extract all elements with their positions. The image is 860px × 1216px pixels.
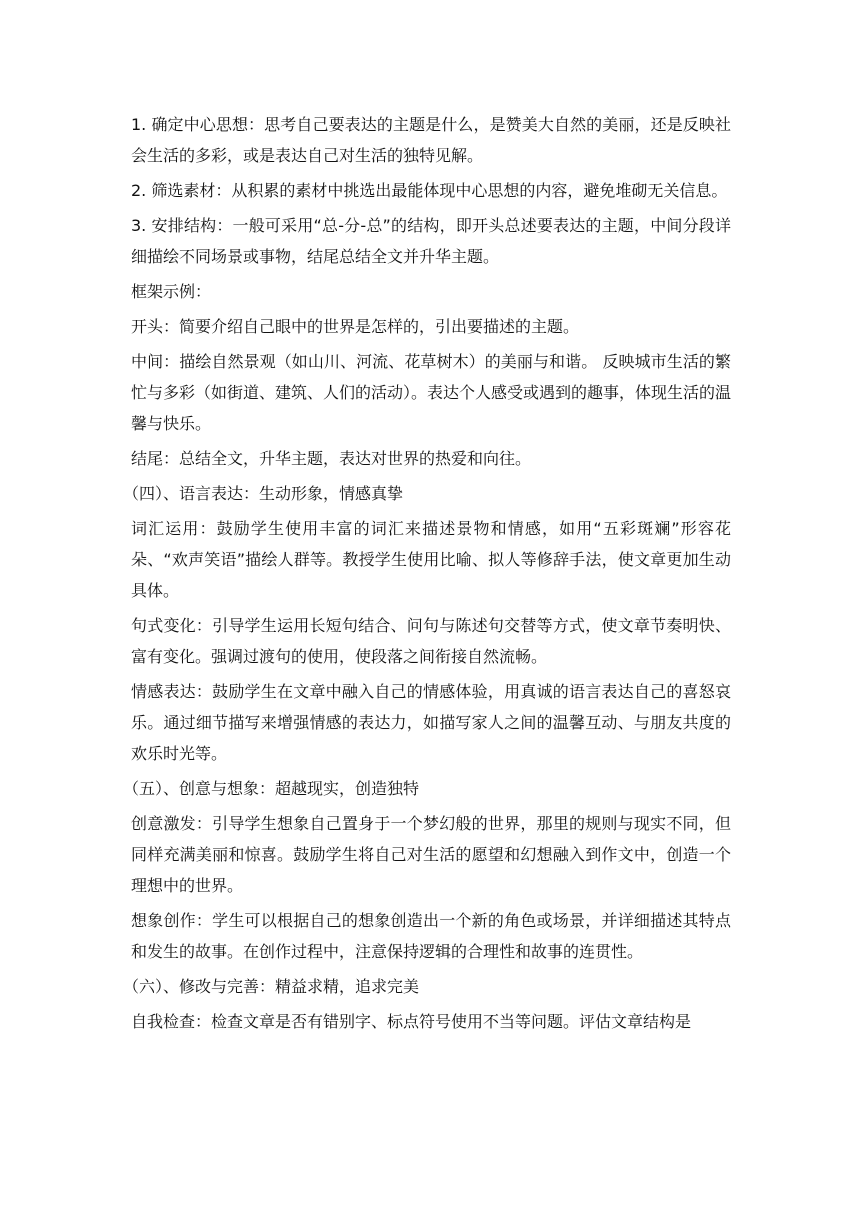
step-3-paragraph: 3. 安排结构：一般可采用“总-分-总”的结构，即开头总述要表达的主题，中间分段详细描绘不同场景或事物，结尾总结全文并升华主题。 xyxy=(131,216,731,266)
document-body xyxy=(123,109,732,1041)
framework-heading: 框架示例： xyxy=(131,282,212,301)
self-check-paragraph: 自我检查：检查文章是否有错别字、标点符号使用不当等问题。评估文章结构是 xyxy=(131,1012,692,1031)
vocabulary-paragraph: 词汇运用：鼓励学生使用丰富的词汇来描述景物和情感，如用“五彩斑斓”形容花朵、“欢声笑语”描绘人群等。教授学生使用比喻、拟人等修辞手法，使文章更加生动具体。 xyxy=(131,519,731,600)
framework-opening: 开头：简要介绍自己眼中的世界是怎样的，引出要描述的主题。 xyxy=(131,317,580,336)
section-heading-4: （四）、语言表达：生动形象，情感真挚 xyxy=(123,484,404,503)
section-heading-6: （六）、修改与完善：精益求精，追求完美 xyxy=(123,977,420,996)
framework-middle: 中间：描绘自然景观（如山川、河流、花草树木）的美丽与和谐。 反映城市生活的繁忙与多彩（如街道、建筑、人们的活动）。表达个人感受或遇到的趣事，体现生活的温馨与快乐。 xyxy=(131,352,732,433)
emotion-paragraph: 情感表达：鼓励学生在文章中融入自己的情感体验，用真诚的语言表达自己的喜怒哀乐。通过细节描写来增强情感的表达力，如描写家人之间的温馨互动、与朋友共度的欢乐时光等。 xyxy=(131,682,731,763)
step-1-paragraph: 1. 确定中心思想：思考自己要表达的主题是什么，是赞美大自然的美丽，还是反映社会生活的多彩，或是表达自己对生活的独特见解。 xyxy=(131,115,731,165)
framework-ending: 结尾：总结全文，升华主题，表达对世界的热爱和向往。 xyxy=(131,449,532,468)
step-2-paragraph: 2. 筛选素材：从积累的素材中挑选出最能体现中心思想的内容，避免堆砌无关信息。 xyxy=(131,181,728,200)
section-heading-5: （五）、创意与想象：超越现实，创造独特 xyxy=(123,779,420,798)
creativity-paragraph: 创意激发：引导学生想象自己置身于一个梦幻般的世界，那里的规则与现实不同，但同样充满美丽和惊喜。鼓励学生将自己对生活的愿望和幻想融入到作文中，创造一个理想中的世界。 xyxy=(131,814,731,895)
imagination-paragraph: 想象创作：学生可以根据自己的想象创造出一个新的角色或场景，并详细描述其特点和发生的故事。在创作过程中，注意保持逻辑的合理性和故事的连贯性。 xyxy=(131,911,731,961)
sentence-variation-paragraph: 句式变化：引导学生运用长短句结合、问句与陈述句交替等方式，使文章节奏明快、富有变化。强调过渡句的使用，使段落之间衔接自然流畅。 xyxy=(131,616,731,666)
